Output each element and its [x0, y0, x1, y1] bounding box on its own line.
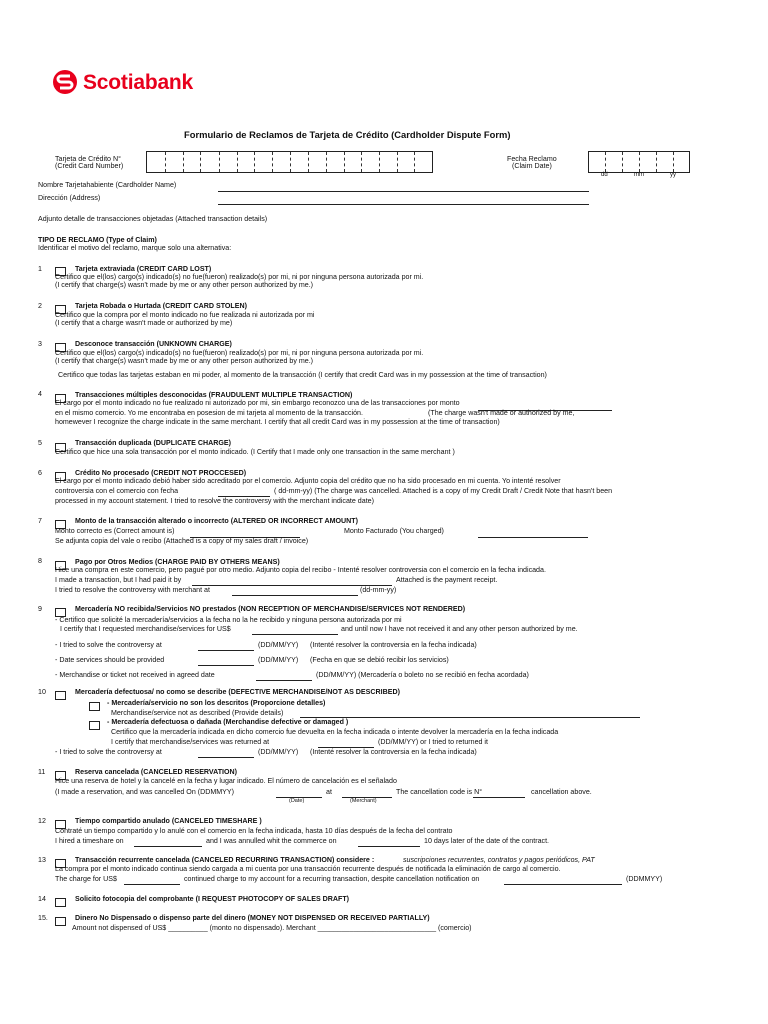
section-text: cancellation above.: [531, 788, 592, 796]
section-text: I hired a timeshare on: [55, 837, 124, 845]
claim-date-label: Fecha Reclamo: [507, 155, 557, 163]
section-text: controversia con el comercio con fecha: [55, 487, 179, 495]
section-number: 6: [38, 469, 42, 477]
section-title: Transacción duplicada (DUPLICATE CHARGE): [75, 439, 231, 447]
scotiabank-s-icon: [52, 69, 78, 95]
section-text: (I certify that a charge wasn't made or authorized by me): [55, 319, 233, 327]
section-text: Attached is the payment receipt.: [396, 576, 498, 584]
date-mm-caption: mm: [634, 172, 644, 178]
section-number: 14: [38, 895, 46, 903]
section-text: (DDMMYY): [626, 875, 663, 883]
date-field[interactable]: [134, 846, 202, 847]
section-text: (dd-mm-yy): [360, 586, 397, 594]
section-text: I certify that merchandise/services was returned at: [111, 738, 270, 746]
section-number: 8: [38, 557, 42, 565]
date-caption: (Date): [289, 798, 305, 804]
section-text: Certifico que todas las tarjetas estaban en mi poder, al momento de la transacción (I certify that credit Card was in my possession at the time of transaction): [58, 371, 547, 379]
section-text: The cancellation code is N°: [396, 788, 483, 796]
card-number-field[interactable]: [146, 151, 433, 173]
address-label: Dirección (Address): [38, 194, 101, 202]
section-number: 13: [38, 856, 46, 864]
merchant-caption: (Merchant): [350, 798, 377, 804]
cardholder-name-field[interactable]: [218, 191, 589, 192]
claim-type-instructions: Identificar el motivo del reclamo, marque solo una alternativa:: [38, 244, 232, 252]
section-text: Contraté un tiempo compartido y lo anulé con el comercio en la fecha indicada, hasta 10 días después de la fecha del contrato: [55, 827, 453, 835]
section-text: (I made a reservation, and was cancelled On (DDMMYY): [55, 788, 234, 796]
checkbox-defective-damaged[interactable]: [89, 721, 100, 730]
details-field[interactable]: [300, 717, 640, 718]
section-text: Certifico que el(los) cargo(s) indicado(s) no fue(fueron) realizado(s) por mi, ni por ninguna persona autorizada por mi.: [55, 349, 424, 357]
date-field[interactable]: [198, 650, 254, 651]
amount-field[interactable]: [252, 634, 338, 635]
cardholder-name-label: Nombre Tarjetahabiente (Cardholder Name): [38, 181, 177, 189]
section-text: (DD/MM/YY) or I tried to returned it: [378, 738, 488, 746]
section-number: 12: [38, 817, 46, 825]
section-number: 5: [38, 439, 42, 447]
section-text: - Certifico que solicité la mercadería/servicios a la fecha no la he recibido y ninguna persona autorizada por mi: [55, 616, 402, 624]
section-text: (The charge wasn't made or authorized by me,: [428, 409, 575, 417]
section-text: en el mismo comercio. Yo me encontraba en posesion de mi tarjeta al momento de la transacción.: [55, 409, 363, 417]
section-text: (DD/MM/YY): [258, 748, 299, 756]
section-title: Crédito No procesado (CREDIT NOT PROCCESED): [75, 469, 247, 477]
section-text: processed in my account statement. I tried to resolve the controversy with the merchant indicate date): [55, 497, 374, 505]
section-text: Monto Facturado (You charged): [344, 527, 444, 535]
checkbox-request-photocopy[interactable]: [55, 898, 66, 907]
section-text: (DD/MM/YY): [258, 656, 299, 664]
section-text: (DD/MM/YY): [258, 641, 299, 649]
section-title: Desconoce transacción (UNKNOWN CHARGE): [75, 340, 232, 348]
resolve-date-field[interactable]: [232, 595, 358, 596]
date-yy-caption: yy: [670, 172, 676, 178]
section-number: 2: [38, 302, 42, 310]
subsection-title: - Mercadería defectuosa o dañada (Merchandise defective or damaged ): [107, 718, 349, 726]
section-number: 7: [38, 517, 42, 525]
section-title: Tarjeta Robada o Hurtada (CREDIT CARD STOLEN): [75, 302, 247, 310]
section-title: Transacciones múltiples desconocidas (FRAUDULENT MULTIPLE TRANSACTION): [75, 391, 353, 399]
card-number-sublabel: (Credit Card Number): [55, 162, 124, 170]
section-title: Dinero No Dispensado o dispenso parte del dinero (MONEY NOT DISPENSED OR RECEIVED PARTIALLY): [75, 914, 430, 922]
section-text: I tried to resolve the controversy with merchant at: [55, 586, 210, 594]
section-text: I certify that I requested merchandise/services for US$: [60, 625, 231, 633]
section-text: Se adjunta copia del vale o recibo (Attached is a copy of my sales draft / invoice): [55, 537, 309, 545]
claim-type-heading: TIPO DE RECLAMO (Type of Claim): [38, 236, 157, 244]
section-number: 9: [38, 605, 42, 613]
address-field[interactable]: [218, 204, 589, 205]
section-title: Pago por Otros Medios (CHARGE PAID BY OTHERS MEANS): [75, 558, 280, 566]
section-text: Monto correcto es (Correct amount is): [55, 527, 175, 535]
section-text: Hice una compra en este comercio, pero pagué por otro medio. Adjunto copia del recibo - Intenté resolver controversia con el comercio en la fecha indicada.: [55, 566, 546, 574]
section-text: (DD/MM/YY) (Mercadería o boleto no se recibió en fecha acordada): [316, 671, 529, 679]
section-number: 15.: [38, 914, 48, 922]
section-text: and I was annulled whit the commerce on: [206, 837, 337, 845]
section-text: Hice una reserva de hotel y la cancelé en la fecha y lugar indicado. El número de cancelación es el señalado: [55, 777, 397, 785]
section-text: - I tried to solve the controversy at: [55, 748, 162, 756]
section-text: 10 days later of the date of the contract.: [424, 837, 550, 845]
section-text: Certifico que la mercadería indicada en dicho comercio fue devuelta en la fecha indicada o intente devolver la mercadería en la fecha indicada: [111, 728, 559, 736]
section-text: (Fecha en que se debió recibir los servicios): [310, 656, 449, 664]
section-text: The charge for US$: [55, 875, 117, 883]
section-number: 11: [38, 768, 46, 776]
section-number: 10: [38, 688, 46, 696]
card-number-label: Tarjeta de Crédito N°: [55, 155, 121, 163]
section-title: Solicito fotocopia del comprobante (I REQUEST PHOTOCOPY OF SALES DRAFT): [75, 895, 350, 903]
section-text: - Date services should be provided: [55, 656, 165, 664]
section-text: and until now I have not received it and any other person authorized by me.: [341, 625, 578, 633]
section-title: Reserva cancelada (CANCELED RESERVATION): [75, 768, 238, 776]
section-text: Certifico que hice una sola transacción por el monto indicado. (I Certify that I made only one transaction in the same merchant ): [55, 448, 455, 456]
section-text: La compra por el monto indicado continua siendo cargada a mi cuenta por una transacción recurrente después de notificada la eliminación de cargo al comercio.: [55, 865, 561, 873]
section-text: (I certify that charge(s) wasn't made by me or any other person authorized by me.): [55, 281, 314, 289]
date-field[interactable]: [198, 665, 254, 666]
section-number: 3: [38, 340, 42, 348]
amount-field[interactable]: [124, 884, 180, 885]
section-text: - Merchandise or ticket not received in agreed date: [55, 671, 215, 679]
section-title: Tarjeta extraviada (CREDIT CARD LOST): [75, 265, 212, 273]
section-title: Tiempo compartido anulado (CANCELED TIMESHARE ): [75, 817, 262, 825]
section-text: I made a transaction, but I had paid it by: [55, 576, 182, 584]
checkbox-money-not-dispensed[interactable]: [55, 917, 66, 926]
section-text: continued charge to my account for a recurring transaction, despite cancellation notification on: [184, 875, 480, 883]
section-text: El cargo por el monto indicado no fue realizado ni autorizado por mi, sin embargo reconozco una de las transacciones por monto: [55, 399, 460, 407]
section-text: Certifico que la compra por el monto indicado no fue realizada ni autorizada por mi: [55, 311, 315, 319]
subsection-title: - Mercadería/servicio no son los descritos (Proporcione detalles): [107, 699, 326, 707]
section-text: Amount not dispensed of US$ __________ (monto no dispensado). Merchant ______________________________ (comercio): [72, 924, 472, 932]
section-title: Mercadería defectuosa/ no como se describe (DEFECTIVE MERCHANDISE/NOT AS DESCRIBED): [75, 688, 400, 696]
section-title-note: suscripciones recurrentes, contratos y pagos periódicos, PAT: [403, 856, 595, 864]
claim-date-sublabel: (Claim Date): [512, 162, 552, 170]
claim-date-field[interactable]: [588, 151, 690, 173]
form-title: Formulario de Reclamos de Tarjeta de Crédito (Cardholder Dispute Form): [184, 129, 511, 140]
date-dd-caption: dd: [601, 172, 608, 178]
section-title: Monto de la transacción alterado o incorrecto (ALTERED OR INCORRECT AMOUNT): [75, 517, 358, 525]
section-text: - I tried to solve the controversy at: [55, 641, 162, 649]
date-field[interactable]: [358, 846, 420, 847]
section-text: homewever I recognize the charge indicate in the same merchant. I certify that all credit Card was in my possession at the time of transaction): [55, 418, 500, 426]
date-field[interactable]: [504, 884, 622, 885]
cancellation-code-field[interactable]: [473, 797, 525, 798]
date-field[interactable]: [198, 757, 254, 758]
checkbox-not-as-described[interactable]: [89, 702, 100, 711]
section-title: Transacción recurrente cancelada (CANCELED RECURRING TRANSACTION) considere :: [75, 856, 375, 864]
section-text: (I certify that charge(s) wasn't made by me or any other person authorized by me.): [55, 357, 314, 365]
section-title: Mercadería NO recibida/Servicios NO prestados (NON RECEPTION OF MERCHANDISE/SERVICES NOT RENDERED): [75, 605, 466, 613]
section-number: 4: [38, 390, 42, 398]
date-field[interactable]: [256, 680, 312, 681]
section-text: Certifico que el(los) cargo(s) indicado(s) no fue(fueron) realizado(s) por mi, ni por ninguna persona autorizada por mi.: [55, 273, 424, 281]
section-text: Merchandise/service not as described (Provide details): [111, 709, 284, 717]
section-text: (Intenté resolver la controversia en la fecha indicada): [310, 641, 477, 649]
section-text: (Intenté resolver la controversia en la fecha indicada): [310, 748, 477, 756]
section-text: El cargo por el monto indicado debió haber sido acreditado por el comercio. Adjunto copia del crédito que no ha sido procesado en mi cuenta. Yo intenté resolver: [55, 477, 561, 485]
section-text: ( dd-mm-yy) (The charge was cancelled. Attached is a copy of my Credit Draft / Credit Note that hasn't been: [274, 487, 613, 495]
brand-name: Scotiabank: [83, 71, 194, 94]
attached-details-label: Adjunto detalle de transacciones objetadas (Attached transaction details): [38, 215, 268, 223]
section-text: at: [326, 788, 332, 796]
section-number: 1: [38, 265, 42, 273]
charged-amount-field[interactable]: [478, 537, 588, 538]
checkbox-defective-merchandise[interactable]: [55, 691, 66, 700]
